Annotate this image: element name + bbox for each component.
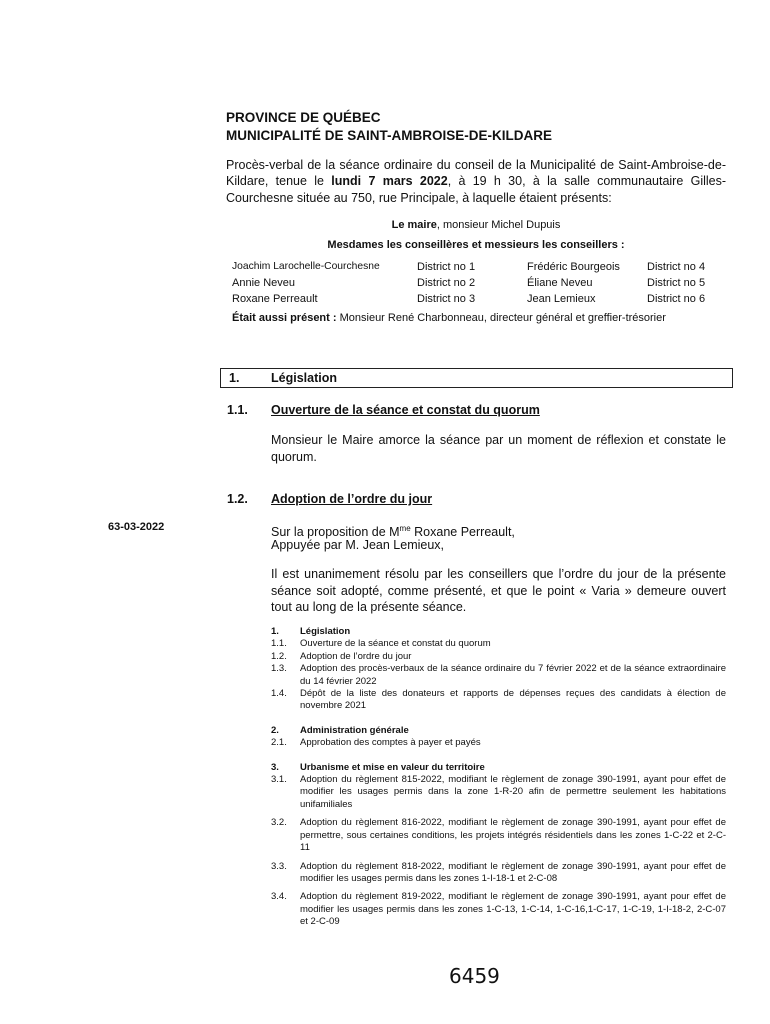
province-heading: PROVINCE DE QUÉBEC <box>226 110 381 125</box>
councillor-district: District no 6 <box>647 293 706 305</box>
also-present-text: Monsieur René Charbonneau, directeur général et greffier-trésorier <box>336 312 666 324</box>
page-number: 6459 <box>449 964 500 988</box>
agenda-item <box>271 626 726 638</box>
section-legislation-header <box>220 368 733 388</box>
mayor-name: , monsieur Michel Dupuis <box>436 219 561 231</box>
agenda-item-text: Adoption du règlement 815-2022, modifiant le règlement de zonage 390-1991, ayant pour effet de modifier les usages permis dans la zone 1-R-20 afin de permettre seulement les habitations unifamiliales <box>300 774 726 810</box>
councillor-district: District no 2 <box>417 277 476 289</box>
councillor-district: District no 3 <box>417 293 476 305</box>
subsection-title: Ouverture de la séance et constat du quorum <box>271 403 540 417</box>
agenda-item-number: 2.1. <box>271 737 287 749</box>
agenda-item-number: 3.2. <box>271 817 287 829</box>
agenda-item-number: 1.2. <box>271 650 287 662</box>
agenda-item <box>271 638 726 650</box>
meeting-date: lundi 7 mars 2022 <box>331 174 448 189</box>
councillor-row <box>232 293 722 309</box>
councillor-row <box>232 261 722 277</box>
also-present <box>232 311 712 326</box>
proposal-suffix: Roxane Perreault, <box>410 525 515 540</box>
council-heading: Mesdames les conseillères et messieurs les conseillers : <box>327 239 625 251</box>
agenda-item <box>271 651 726 663</box>
seconded-line: Appuyée par M. Jean Lemieux, <box>271 538 445 552</box>
agenda-item <box>271 861 726 886</box>
agenda-item <box>271 762 726 774</box>
proposal-prefix: Sur la proposition de M <box>271 525 400 540</box>
mayor-line <box>226 219 726 231</box>
councillor-name: Annie Neveu <box>232 277 295 289</box>
agenda-item-number: 3.1. <box>271 774 287 786</box>
mayor-label: Le maire <box>391 219 437 231</box>
agenda-item-text: Dépôt de la liste des donateurs et rapports de dépenses reçues des candidats à élection de novembre 2021 <box>300 688 726 712</box>
subsection-number: 1.2. <box>227 492 248 506</box>
councillor-name: Jean Lemieux <box>527 293 596 305</box>
agenda-item-number: 3.3. <box>271 860 287 872</box>
intro-paragraph <box>226 157 726 206</box>
councillor-name: Frédéric Bourgeois <box>527 261 620 273</box>
agenda-item <box>271 725 726 737</box>
agenda-item-number: 2. <box>271 724 279 736</box>
agenda-item-text: Adoption du règlement 818-2022, modifiant le règlement de zonage 390-1991, ayant pour effet de modifier les usages permis dans les zones 1-I-18-1 et 2-C-08 <box>300 860 726 884</box>
agenda-item-text: Adoption des procès-verbaux de la séance ordinaire du 7 février 2022 et de la séance extraordinaire du 14 février 2022 <box>300 663 726 687</box>
agenda-item <box>271 774 726 811</box>
subsection-quorum-header <box>227 403 727 419</box>
councillor-name: Joachim Larochelle-Courchesne <box>232 261 380 272</box>
agenda-item <box>271 737 726 749</box>
councillor-row <box>232 277 722 293</box>
agenda-item <box>271 891 726 928</box>
intro-text-end: , à 19 h 30, à la salle communautaire Gilles-Courchesne située au 750, rue Principale, à laquelle étaient présents: <box>226 174 727 205</box>
proposal-title-sup: me <box>399 524 411 533</box>
agenda-item-text: Administration générale <box>300 724 409 736</box>
agenda-list <box>271 626 726 929</box>
councillor-name: Éliane Neveu <box>527 277 593 289</box>
municipality-heading: MUNICIPALITÉ DE SAINT-AMBROISE-DE-KILDARE <box>226 128 552 143</box>
agenda-item-text: Adoption du règlement 816-2022, modifiant le règlement de zonage 390-1991, ayant pour effet de permettre, sous certaines conditions, les projets intégrés résidentiels dans les zones 1-C-22 et 2-C-11 <box>300 817 726 854</box>
section-title: Législation <box>271 371 337 385</box>
subsection-title: Adoption de l’ordre du jour <box>271 492 433 506</box>
agenda-item-number: 1.1. <box>271 638 287 650</box>
agenda-item-text: Législation <box>300 626 351 637</box>
subsection-number: 1.1. <box>227 403 248 417</box>
intro-text-start: Procès-verbal de la séance ordinaire du conseil de la Municipalité de Saint-Ambroise-de-Kildare, tenue le <box>226 158 726 189</box>
agenda-item-number: 1. <box>271 626 279 637</box>
also-present-label: Était aussi présent : <box>232 312 337 324</box>
agenda-item-text: Ouverture de la séance et constat du quorum <box>300 638 491 650</box>
agenda-item-number: 1.3. <box>271 663 287 675</box>
agenda-item-text: Adoption de l’ordre du jour <box>300 650 412 662</box>
agenda-item-number: 3. <box>271 761 279 773</box>
quorum-paragraph: Monsieur le Maire amorce la séance par un moment de réflexion et constate le quorum. <box>271 433 726 464</box>
agenda-item <box>271 688 726 713</box>
agenda-item <box>271 817 726 854</box>
agenda-item-text: Urbanisme et mise en valeur du territoire <box>300 761 485 773</box>
agenda-item-number: 1.4. <box>271 688 287 700</box>
resolution-number: 63-03-2022 <box>108 521 165 533</box>
section-number: 1. <box>229 371 240 385</box>
resolution-paragraph: Il est unanimement résolu par les conseillers que l’ordre du jour de la présente séance soit adopté, comme présenté, et que le point « Varia » demeure ouvert tout au long de la présente séance. <box>271 567 726 614</box>
councillor-district: District no 4 <box>647 261 706 273</box>
agenda-item <box>271 663 726 688</box>
councillor-district: District no 5 <box>647 277 706 289</box>
councillor-name: Roxane Perreault <box>232 293 318 305</box>
agenda-item-number: 3.4. <box>271 891 287 903</box>
councillor-district: District no 1 <box>417 261 476 273</box>
agenda-item-text: Approbation des comptes à payer et payés <box>300 737 481 749</box>
agenda-item-text: Adoption du règlement 819-2022, modifiant le règlement de zonage 390-1991, ayant pour effet de modifier les usages permis dans les zones 1-C-13, 1-C-14, 1-C-16,1-C-17, 1-C-19, 1-I-18-2, 2-C-07 et 2-C-09 <box>300 891 726 928</box>
subsection-agenda-header <box>227 492 727 508</box>
